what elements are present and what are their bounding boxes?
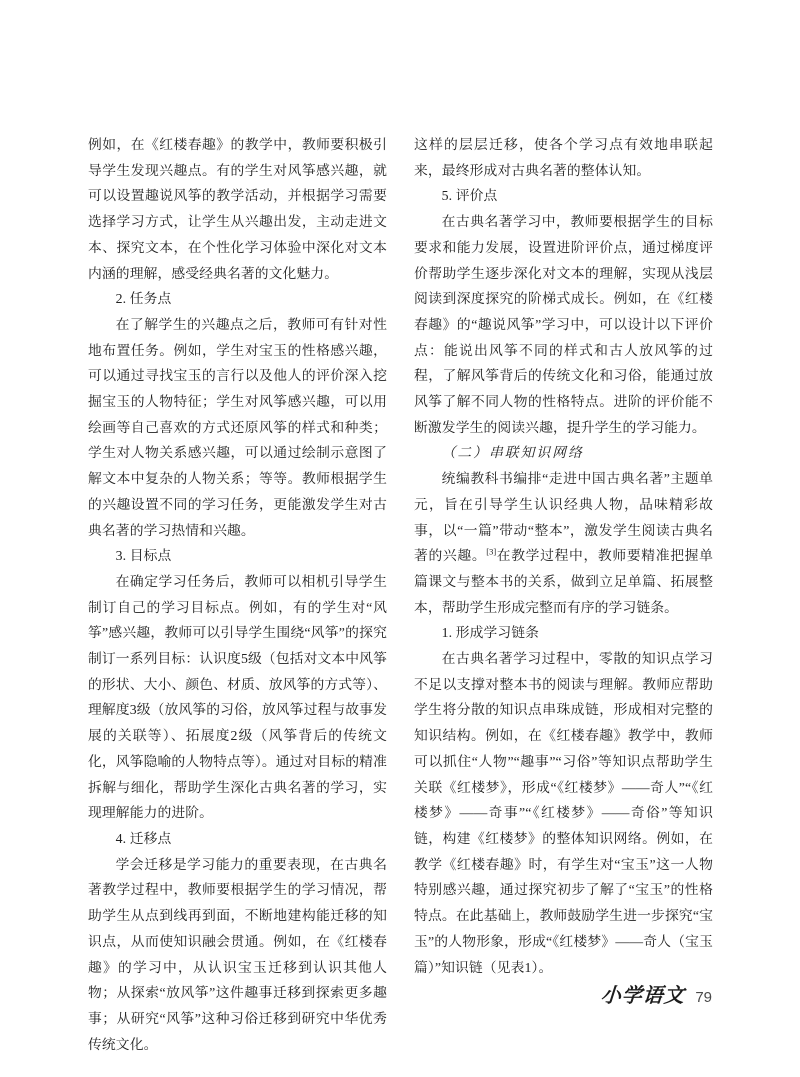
right-column bbox=[414, 132, 713, 1057]
paragraph: 在了解学生的兴趣点之后，教师可有针对性地布置任务。例如，学生对宝玉的性格感兴趣，可以通过寻找宝玉的言行以及他人的评价深入挖掘宝玉的人物特征；学生对风筝感兴趣，可以用绘画等自己喜欢的方式还原风筝的样式和种类；学生对人物关系感兴趣，可以通过绘制示意图了解文本中复杂的人物关系；等等。教师根据学生的兴趣设置不同的学习任务，更能激发学生对古典名著的学习热情和兴趣。 bbox=[88, 316, 387, 538]
paragraph: 在古典名著学习中，教师要根据学生的目标要求和能力发展，设置进阶评价点，通过梯度评价帮助学生逐步深化对文本的理解，实现从浅层阅读到深度探究的阶梯式成长。例如，在《红楼春趣》的“趣说风筝”学习中，可以设计以下评价点：能说出风筝不同的样式和古人放风筝的过程，了解风筝背后的传统文化和习俗，能通过放风筝了解不同人物的性格特点。进阶的评价能不断激发学生的阅读兴趣，提升学生的学习能力。 bbox=[414, 214, 713, 435]
section-heading-knowledge-network: （二）串联知识网络 bbox=[441, 445, 584, 461]
numbered-heading-transfer-point: 4. 迁移点 bbox=[115, 830, 172, 846]
paragraph: 例如，在《红楼春趣》的教学中，教师要积极引导学生发现兴趣点。有的学生对风筝感兴趣，就可以设置趣说风筝的教学活动，并根据学习需要选择学习方式，让学生从兴趣出发，主动走进文本、探究文本，在个性化学习体验中深化对文本内涵的理解，感受经典名著的文化魅力。 bbox=[88, 137, 387, 281]
paragraph-text-after-citation: 在教学过程中，教师要精准把握单篇课文与整本书的关系，做到立足单篇、拓展整本，帮助学生形成完整而有序的学习链条。 bbox=[414, 548, 714, 615]
journal-name: 小学语文 bbox=[600, 983, 687, 1007]
numbered-heading-goal-point: 3. 目标点 bbox=[115, 548, 172, 564]
numbered-heading-evaluation-point: 5. 评价点 bbox=[441, 188, 498, 204]
paragraph: 在确定学习任务后，教师可以相机引导学生制订自己的学习目标点。例如，有的学生对“风筝”感兴趣，教师可以引导学生围绕“风筝”的探究制订一系列目标：认识度5级（包括对文本中风筝的形状、大小、颜色、材质、放风筝的方式等）、理解度3级（放风筝的习俗，放风筝过程与故事发展的关联等）、拓展度2级（风筝背后的传统文化，风筝隐喻的人物特点等）。通过对目标的精准拆解与细化，帮助学生深化古典名著的学习，实现理解能力的进阶。 bbox=[88, 573, 387, 821]
numbered-heading-task-point: 2. 任务点 bbox=[115, 291, 172, 307]
citation-marker: [3] bbox=[486, 546, 497, 557]
left-column bbox=[88, 132, 387, 1057]
paragraph: 这样的层层迁移，使各个学习点有效地串联起来，最终形成对古典名著的整体认知。 bbox=[414, 137, 713, 178]
numbered-heading-learning-chain: 1. 形成学习链条 bbox=[441, 625, 540, 641]
paragraph: 学会迁移是学习能力的重要表现，在古典名著教学过程中，教师要根据学生的学习情况，帮助学生从点到线再到面，不断地建构能迁移的知识点，从而使知识融会贯通。例如，在《红楼春趣》的学习中，从认识宝玉迁移到认识其他人物；从探索“放风筝”这件趣事迁移到探索更多趣事；从研究“风筝”这种习俗迁移到研究中华优秀传统文化。 bbox=[88, 856, 387, 1052]
paragraph-with-citation bbox=[414, 466, 713, 620]
article-body bbox=[88, 132, 713, 1057]
paragraph: 在古典名著学习过程中，零散的知识点学习不足以支撑对整本书的阅读与理解。教师应帮助学生将分散的知识点串珠成链，形成相对完整的知识结构。例如，在《红楼春趣》教学中，教师可以抓住“人物”“趣事”“习俗”等知识点帮助学生关联《红楼梦》，形成“《红楼梦》——奇人”“《红楼梦》——奇事”“《红楼梦》——奇俗”等知识链，构建《红楼梦》的整体知识网络。例如，在教学《红楼春趣》时，有学生对“宝玉”这一人物特别感兴趣，通过探究初步了解了“宝玉”的性格特点。在此基础上，教师鼓励学生进一步探究“宝玉”的人物形象，形成“《红楼梦》——奇人（宝玉篇）”知识链（见表1）。 bbox=[414, 651, 713, 975]
page-number: 79 bbox=[695, 989, 712, 1006]
page-footer bbox=[601, 979, 712, 1008]
paragraph-text-before-citation: 统编教科书编排“走进中国古典名著”主题单元，旨在引导学生认识经典人物，品味精彩故事，以“一篇”带动“整本”，激发学生阅读古典名著的兴趣。 bbox=[414, 471, 713, 564]
